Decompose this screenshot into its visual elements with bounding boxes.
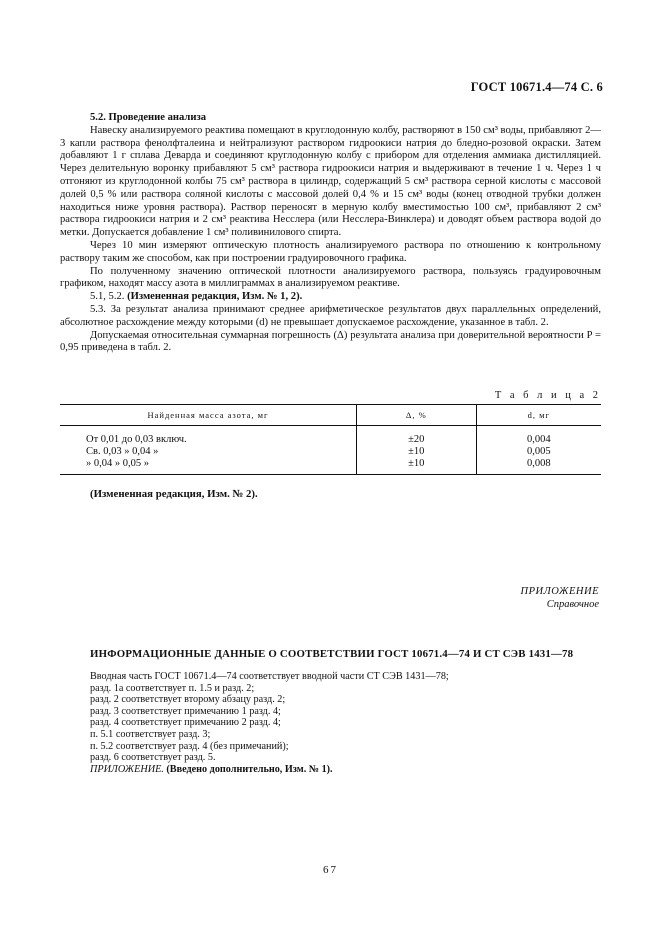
appendix-title: ПРИЛОЖЕНИЕ (520, 586, 599, 597)
list-item: п. 5.1 соответствует разд. 3; (90, 728, 211, 740)
change-note-2: (Измененная редакция, Изм. № 2). (90, 488, 258, 500)
page-number: 67 (323, 864, 338, 876)
table-cell-delta: ±20 (357, 426, 477, 447)
change-note-1-2 (60, 291, 601, 304)
info-appendix-note (90, 764, 449, 776)
paragraph-error: Допускаемая относительная суммарная погрешность (Δ) результата анализа при доверительной вероятности P = 0,95 приведена в табл. 2. (60, 329, 601, 354)
list-item: разд. 3 соответствует примечанию 1 разд. 4; (90, 705, 281, 717)
paragraph-calculation: По полученному значению оптической плотности анализируемого раствора, пользуясь градуировочным графиком, находят массу азота в миллиграммах в анализируемом реактиве. (60, 265, 601, 290)
table-cell-mass: » 0,04 » 0,05 » (60, 458, 357, 475)
table-cell-delta: ±10 (357, 458, 477, 475)
table-cell-mass: Св. 0,03 » 0,04 » (86, 446, 159, 457)
paragraph-5-3: 5.3. За результат анализа принимают среднее арифметическое результатов двух параллельных определений, абсолютное расхождение между которыми (d) не превышает допускаемое расхождение, указанное в табл. 2. (60, 303, 601, 328)
paragraph-procedure: Навеску анализируемого реактива помещают в круглодонную колбу, растворяют в 150 см³ воды, прибавляют 2—3 капли раствора фенолфталеина и нейтрализуют раствором гидроокиси натрия до бледно-розовой окраски. Затем добавляют 1 г сплава Деварда и соединяют круглодонную колбу с прибором для отделения аммиака дистилляцией. Через делительную воронку прибавляют 5 см³ раствора гидроокиси натрия и выдерживают в течение 1 ч. Через 1 ч отгоняют из круглодонной колбы 75 см³ раствора в цилиндр, содержащий 5 см³ раствора серной кислоты с массовой долей 0,5 % или раствора соляной кислоты с массовой долей 0,4 % и 15 см³ воды (конец отводной трубки должен находиться ниже уровня раствора). Раствор переносят в мерную колбу вместимостью 100 см³, прибавляют 2 см³ раствора гидроокиси натрия и 2 см³ реактива Несслера (или Несслера-Винклера) и доводят объем раствора водой до метки. Допускается добавление 1 см³ поливинилового спирта. (60, 124, 601, 239)
list-item: разд. 2 соответствует второму абзацу разд. 2; (90, 694, 286, 706)
table-row (60, 426, 601, 447)
info-appendix-label: ПРИЛОЖЕНИЕ. (90, 763, 164, 775)
appendix-label (521, 585, 600, 611)
list-item: разд. 1а соответствует п. 1.5 и разд. 2; (90, 682, 255, 694)
info-appendix-change: (Введено дополнительно, Изм. № 1). (166, 763, 333, 775)
table-cell-d: 0,004 (476, 426, 601, 447)
section-analysis (60, 112, 601, 355)
info-list (90, 671, 449, 775)
section-title: 5.2. Проведение анализа (90, 112, 206, 123)
page-header: ГОСТ 10671.4—74 С. 6 (470, 80, 603, 94)
table-caption: Т а б л и ц а 2 (494, 390, 601, 401)
table-cell-mass: От 0,01 до 0,03 включ. (86, 434, 187, 445)
change-text: (Измененная редакция, Изм. № 1, 2). (127, 291, 303, 303)
table-cell-d: 0,005 (476, 446, 601, 458)
list-item: разд. 4 соответствует примечанию 2 разд. 4; (90, 717, 281, 729)
change-prefix: 5.1, 5.2. (90, 291, 125, 303)
list-item: Вводная часть ГОСТ 10671.4—74 соответствует вводной части СТ СЭВ 1431—78; (90, 671, 449, 682)
paragraph-measurement: Через 10 мин измеряют оптическую плотность анализируемого раствора по отношению к контрольному раствору таким же способом, как при построении градуировочного графика. (60, 239, 601, 264)
info-title: ИНФОРМАЦИОННЫЕ ДАННЫЕ О СООТВЕТСТВИИ ГОСТ 10671.4—74 И СТ СЭВ 1431—78 (90, 648, 574, 660)
table-2 (60, 404, 601, 475)
table-cell-d: 0,008 (476, 458, 601, 475)
list-item: п. 5.2 соответствует разд. 4 (без примечаний); (90, 740, 289, 752)
appendix-subtitle: Справочное (546, 599, 599, 610)
table-cell-delta: ±10 (357, 446, 477, 458)
table-header-delta: Δ, % (357, 405, 477, 426)
list-item: разд. 6 соответствует разд. 5. (90, 752, 216, 764)
table-row (60, 446, 601, 458)
table-header-d: d, мг (476, 405, 601, 426)
table-row (60, 458, 601, 475)
table-header-mass: Найденная масса азота, мг (60, 405, 357, 426)
